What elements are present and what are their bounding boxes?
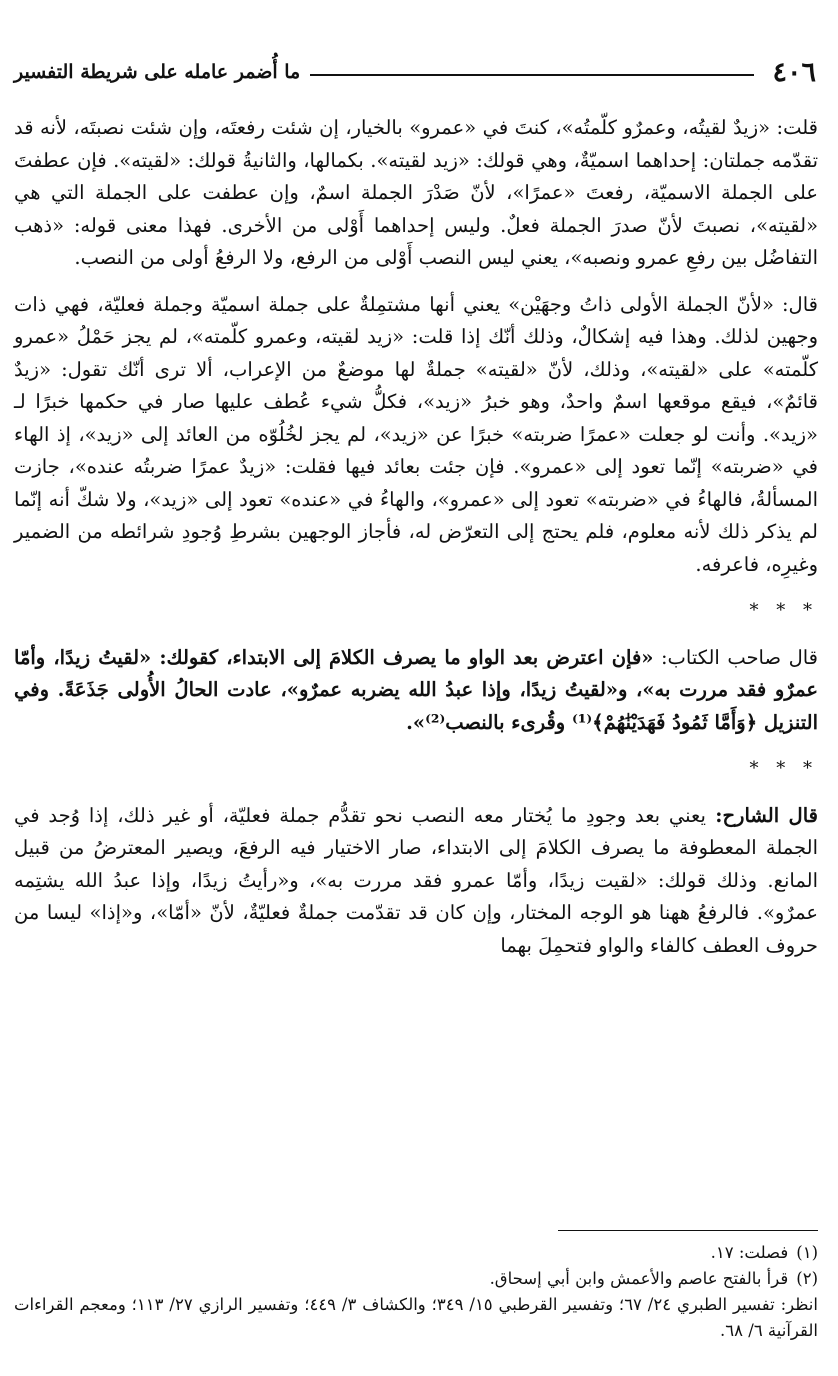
section-separator-2: * * * (749, 758, 818, 779)
footnote-2 (14, 1266, 818, 1292)
footnote-1-number: (١) (796, 1243, 818, 1262)
commentary-paragraph (14, 800, 818, 963)
paragraph-2: قال: «لأنّ الجملة الأولى ذاتُ وجهَيْن» يعني أنها مشتمِلةٌ على جملة اسميّة وجملة فعليّة، فهي ذات وجهين لذلك. وهذا فيه إشكالٌ، وذلك أنّك إذا قلت: «زيد لقيته، وعمرو كلّمته»، لم يجز حَمْلُ «عمرو كلّمته» على «لقيته»، وذلك، لأنّ «لقيته» جملةٌ لها موضعٌ من الإعراب، ألا ترى أنّك تقول: «زيدٌ قائمٌ»، فيقع موقعها اسمٌ واحدٌ، وهو خبرُ «زيد»، فكلُّ شيء عُطف عليها صار في حكمها خبرًا لـ «زيد». وأنت لو جعلت «عمرًا ضربته» خبرًا عن «زيد»، لم يجز لخُلُوّه من العائد إلى «زيد»، إذ الهاء في «ضربته» إنّما تعود إلى «عمرو». فإن جئت بعائد فيها فقلت: «زيدٌ عمرًا ضربتُه عنده»، جازت المسألةُ، فالهاءُ في «ضربته» تعود إلى «عمرو»، والهاءُ في «عنده» تعود إلى «زيد»، ولا شكّ أنه إنّما لم يذكر ذلك لأنه معلوم، فلم يحتج إلى التعرّض له، فأجاز الوجهين بشرطِ وُجودِ شرائطه من الضمير وغيرِه، فاعرفه. (14, 292, 818, 576)
footnote-1-text: فصلت: ١٧. (710, 1243, 789, 1262)
paragraph-1: قلت: «زيدٌ لقيتُه، وعمرٌو كلّمتُه»، كنتَ في «عمرو» بالخيار، إن شئت رفعتَه، وإن شئت نصبتَه، لأنه قد تقدّمه جملتان: إحداهما اسميّةٌ، وهي قولك: «زيد لقيته». بكمالها، والثانيةُ قولك: «لقيته». فإن عطفتَ على الجملة الاسميّة، رفعتَ «عمرًا»، لأنّ صَدْرَ الجملة اسمٌ، وإن عطفت على الجملة التي هي «لقيته»، نصبتَ لأنّ صدرَ الجملة فعلٌ. وليس إحداهما أَوْلى من الأخرى. فهذا معنى قوله: «ذهب التفاضُل بين رفعِ عمرو ونصبه»، يعني ليس النصب أَوْلى من الرفع، ولا الرفعُ أولى من النصب. (14, 116, 818, 269)
footnote-1 (14, 1240, 818, 1266)
running-title: ما أُضمر عامله على شريطة التفسير (14, 61, 301, 83)
commentary-text: يعني بعد وجودِ ما يُختار معه النصب نحو تقدُّم جملة فعليّة، أو غير ذلك، إذا وُجد في الجملة المعطوفة ما يصرف الكلامَ إلى الابتداء، صار الاختيار فيه الرفعَ، ويصير المعترضُ من قبيل المانع. وذلك قولك: «لقيت زيدًا، وأمّا عمرو فقد مررت به»، و«رأيتُ زيدًا، وإذا عبدُ الله يشتِمه عمرٌو». فالرفعُ ههنا هو الوجه المختار، وإن كان قد تقدّمت جملةٌ فعليّةٌ، لأنّ «أمّا»، و«إذا» ليسا من حروف العطف كالفاء والواو فتحمِلَ بهما (14, 803, 818, 957)
main-text (14, 112, 818, 976)
footnotes (14, 1240, 818, 1344)
footnote-2-number: (٢) (796, 1269, 818, 1288)
author-quote-paragraph (14, 642, 818, 740)
section-separator-1: * * * (749, 600, 818, 621)
page-number: ٤٠٦ (772, 56, 816, 88)
footnote-2-text: قرأ بالفتح عاصم والأعمش وابن أبي إسحاق. (489, 1269, 789, 1288)
footnote-rule (558, 1230, 818, 1231)
author-quote-lead: قال صاحب الكتاب: (653, 645, 818, 669)
header-rule (310, 74, 754, 76)
author-quote-text: «فإن اعترض بعد الواو ما يصرف الكلامَ إلى الابتداء، كقولك: «لقيتُ زيدًا، وأمّا عمرٌو فقد مررت به»، و«لقيتُ زيدًا، وإذا عبدُ الله يضربه عمرٌو»، عادت الحالُ الأُولى جَذَعَةً. وفي التنزيل ﴿وَأَمَّا ثَمُودُ فَهَدَيْنَٰهُمْ﴾⁽¹⁾ وقُرىء بالنصب⁽²⁾». (14, 645, 818, 734)
commentator-lead: قال الشارح: (705, 803, 818, 827)
footnote-references: انظر: تفسير الطبري ٢٤/ ٦٧؛ وتفسير القرطبي ١٥/ ٣٤٩؛ والكشاف ٣/ ٤٤٩؛ وتفسير الرازي ٢٧/ ١١٣؛ ومعجم القراءات القرآنية ٦/ ٦٨. (14, 1295, 818, 1340)
running-head (14, 52, 816, 92)
